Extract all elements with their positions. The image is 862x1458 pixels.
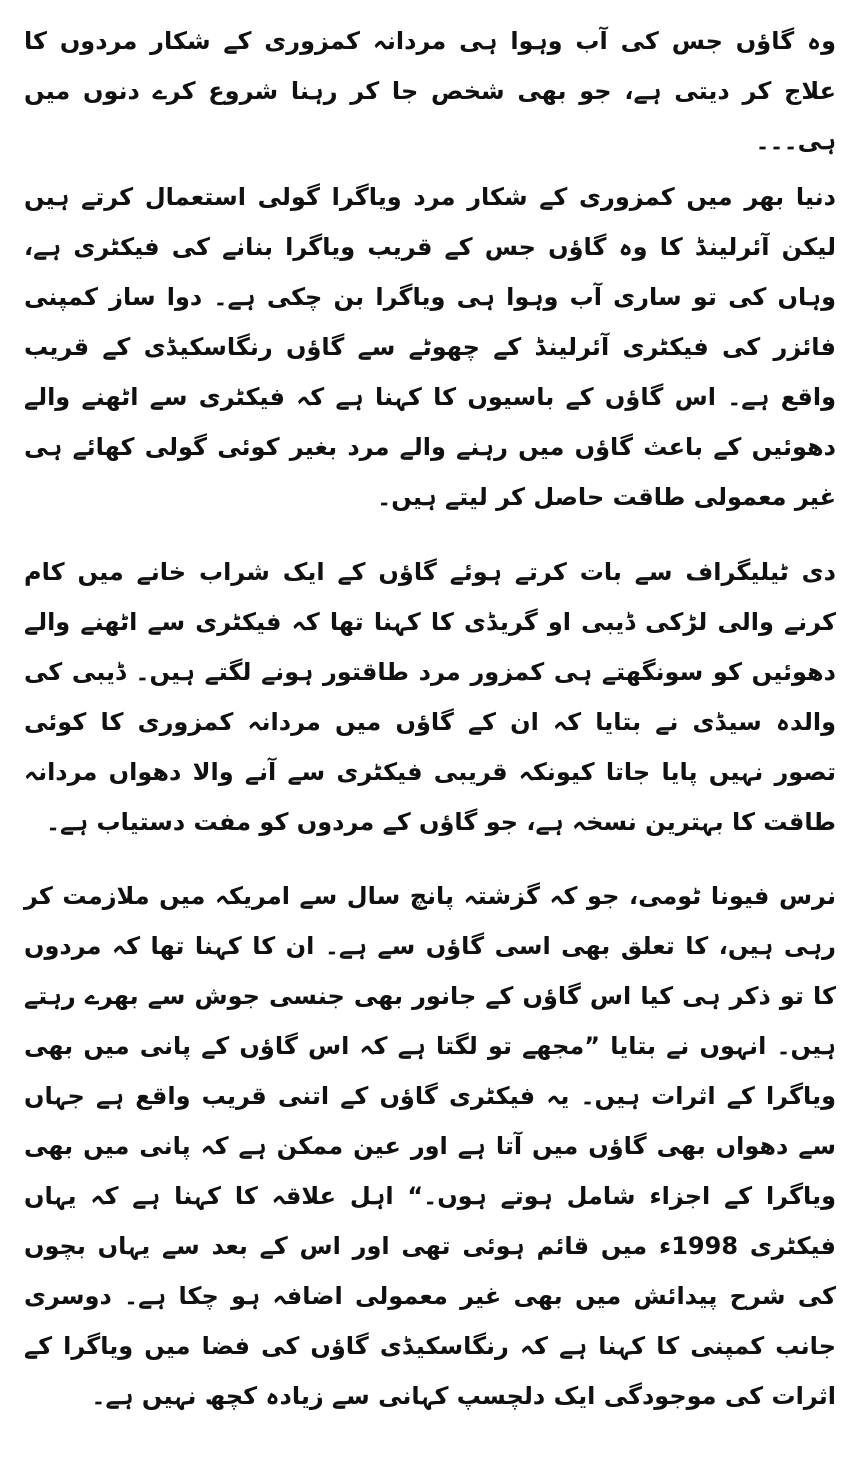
article-paragraph-factory: دنیا بھر میں کمزوری کے شکار مرد ویاگرا گولی استعمال کرتے ہیں لیکن آئرلینڈ کا وہ گاؤں جس کے قریب ویاگرا بنانے کی فیکٹری ہے، وہاں کی تو ساری آب وہوا ہی ویاگرا بن چکی ہے۔ دوا ساز کمپنی فائزر کی فیکٹری آئرلینڈ کے چھوٹے سے گاؤں رنگاسکیڈی کے قریب واقع ہے۔ اس گاؤں کے باسیوں کا کہنا ہے کہ فیکٹری سے اٹھنے والے دھوئیں کے باعث گاؤں میں رہنے والے مرد بغیر کوئی گولی کھائے ہی غیر معمولی طاقت حاصل کر لیتے ہیں۔ <box>24 183 836 511</box>
article-paragraph-telegraph: دی ٹیلیگراف سے بات کرتے ہوئے گاؤں کے ایک شراب خانے میں کام کرنے والی لڑکی ڈیبی او گریڈی کا کہنا تھا کہ فیکٹری سے اٹھنے والے دھوئیں کو سونگھتے ہی کمزور مرد طاقتور ہونے لگتے ہیں۔ ڈیبی کی والدہ سیڈی نے بتایا کہ ان کے گاؤں میں مردانہ کمزوری کا کوئی تصور نہیں پایا جاتا کیونکہ قریبی فیکٹری سے آنے والا دھواں مردانہ طاقت کا بہترین نسخہ ہے، جو گاؤں کے مردوں کو مفت دستیاب ہے۔ <box>24 558 836 836</box>
article-paragraph-nurse: نرس فیونا ٹومی، جو کہ گزشتہ پانچ سال سے امریکہ میں ملازمت کر رہی ہیں، کا تعلق بھی اسی گاؤں سے ہے۔ ان کا کہنا تھا کہ مردوں کا تو ذکر ہی کیا اس گاؤں کے جانور بھی جنسی جوش سے بھرے رہتے ہیں۔ انہوں نے بتایا ”مجھے تو لگتا ہے کہ اس گاؤں کے پانی میں بھی ویاگرا کے اثرات ہیں۔ یہ فیکٹری گاؤں کے اتنی قریب واقع ہے جہاں سے دھواں بھی گاؤں میں آتا ہے اور عین ممکن ہے کہ پانی میں بھی ویاگرا کے اجزاء شامل ہوتے ہوں۔“ اہل علاقہ کا کہنا ہے کہ یہاں فیکٹری 1998ء میں قائم ہوئی تھی اور اس کے بعد سے یہاں بچوں کی شرح پیدائش میں بھی غیر معمولی اضافہ ہو چکا ہے۔ دوسری جانب کمپنی کا کہنا ہے کہ رنگاسکیڈی گاؤں کی فضا میں ویاگرا کے اثرات کی موجودگی ایک دلچسپ کہانی سے زیادہ کچھ نہیں ہے۔ <box>24 882 837 1410</box>
article-body <box>24 16 836 1421</box>
article-paragraph-intro: وہ گاؤں جس کی آب وہوا ہی مردانہ کمزوری کے شکار مردوں کا علاج کر دیتی ہے، جو بھی شخص جا کر رہنا شروع کرے دنوں میں ہی۔۔۔ <box>24 27 836 155</box>
